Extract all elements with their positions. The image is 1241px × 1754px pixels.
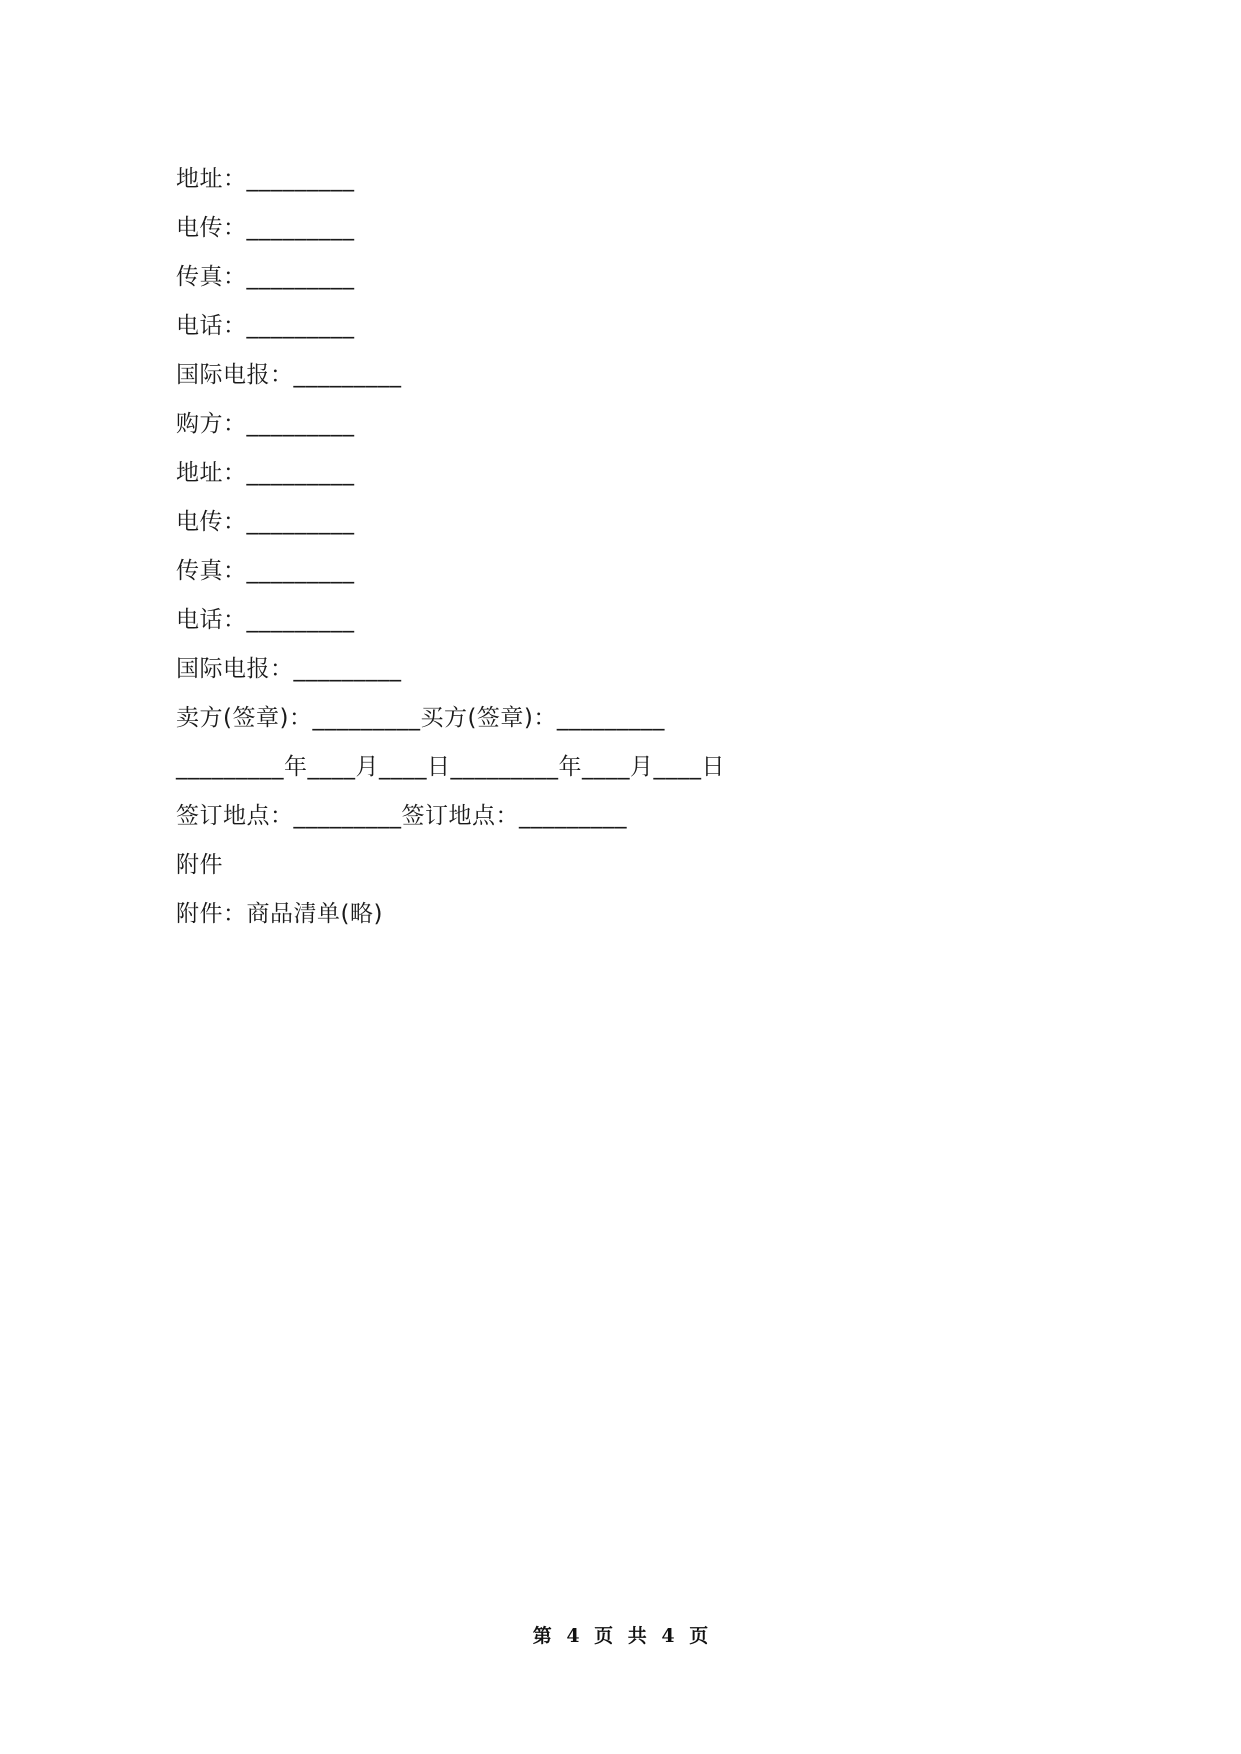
signing-place-line: 签订地点：_________签订地点：_________ [176, 803, 627, 829]
signature-line: 卖方(签章)：_________买方(签章)：_________ [176, 705, 665, 731]
buyer-telex-line: 电传：_________ [176, 509, 355, 535]
seller-cable-line: 国际电报：_________ [176, 362, 402, 388]
attachment-line: 附件：商品清单(略) [176, 901, 383, 927]
seller-address-line: 地址：_________ [176, 166, 355, 192]
buyer-address-line: 地址：_________ [176, 460, 355, 486]
seller-fax-line: 传真：_________ [176, 264, 355, 290]
document-body [176, 155, 1076, 939]
buyer-fax-line: 传真：_________ [176, 558, 355, 584]
date-line: _________年____月____日_________年____月____日 [176, 754, 725, 780]
buyer-cable-line: 国际电报：_________ [176, 656, 402, 682]
attachment-heading: 附件 [176, 852, 223, 878]
page-number-footer: 第 4 页 共 4 页 [532, 1625, 709, 1647]
buyer-phone-line: 电话：_________ [176, 607, 355, 633]
seller-telex-line: 电传：_________ [176, 215, 355, 241]
buyer-name-line: 购方：_________ [176, 411, 355, 437]
seller-phone-line: 电话：_________ [176, 313, 355, 339]
